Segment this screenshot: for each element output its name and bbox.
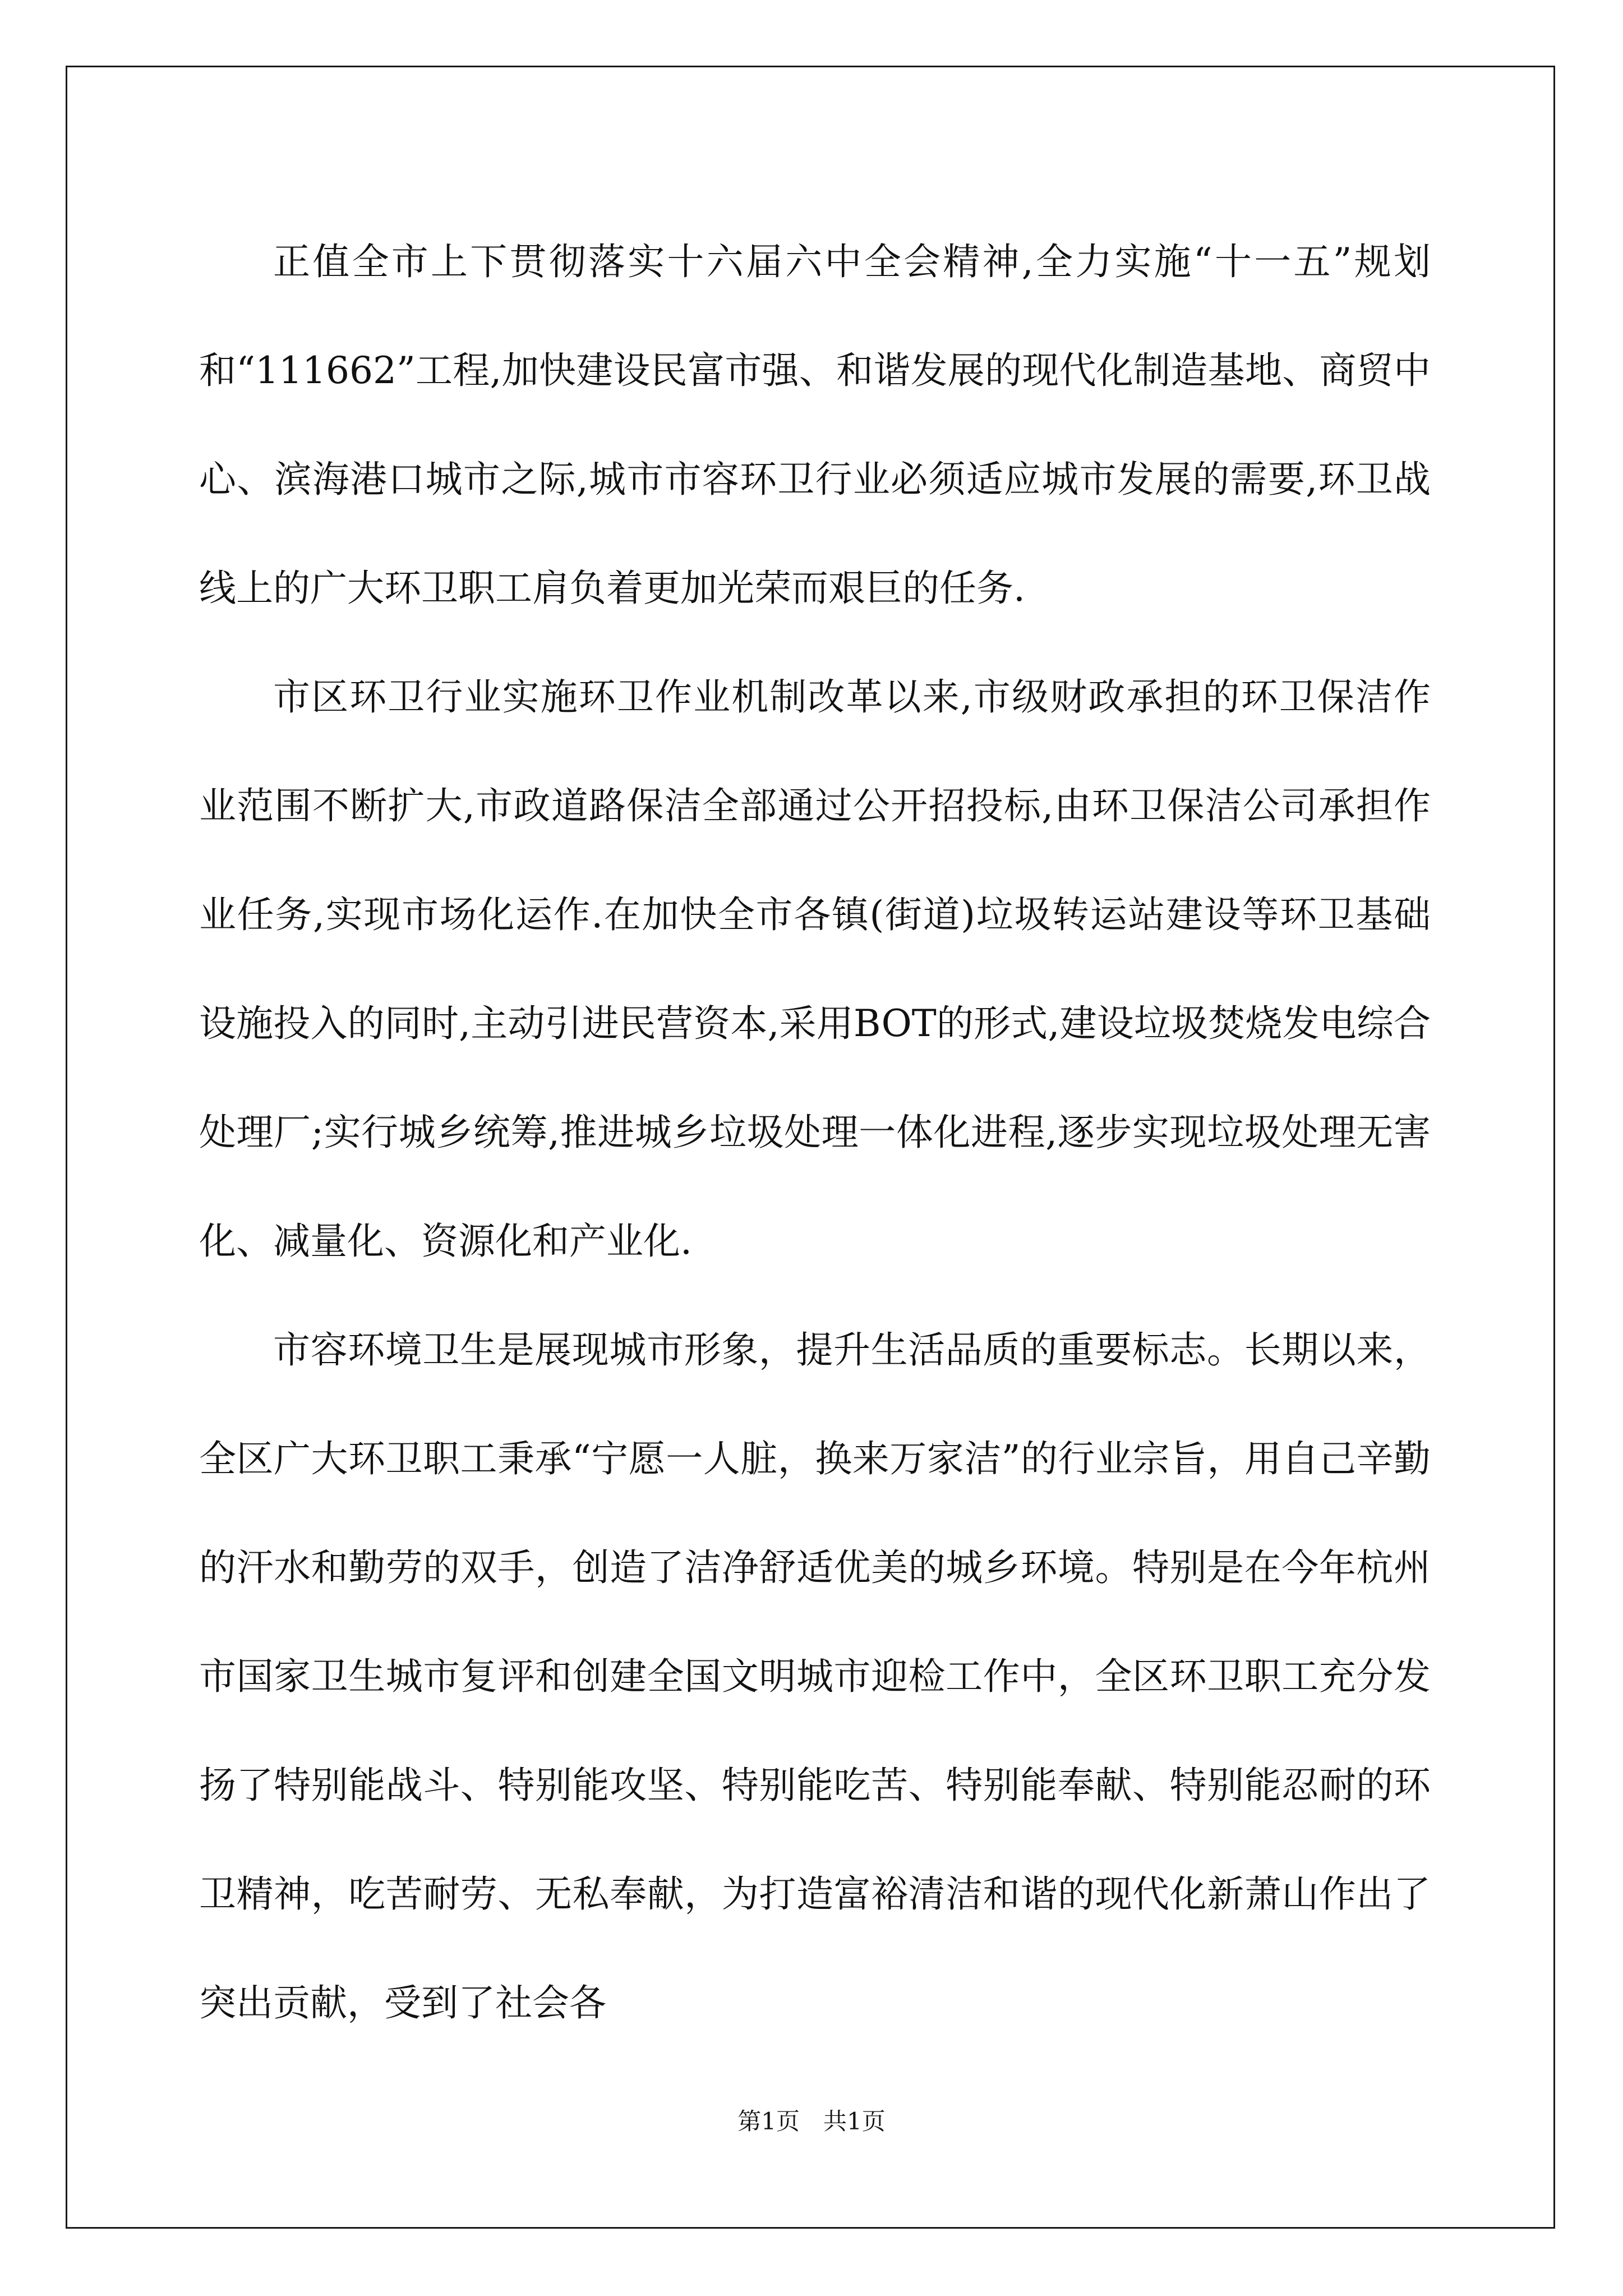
- page-number-footer: 第1页 共1页: [737, 2108, 886, 2135]
- paragraph-3: 市容环境卫生是展现城市形象，提升生活品质的重要标志。长期以来，全区广大环卫职工秉承“宁愿一人脏，换来万家洁”的行业宗旨，用自己辛勤的汗水和勤劳的双手，创造了洁净舒适优美的城乡环境。特别是在今年杭州市国家卫生城市复评和创建全国文明城市迎检工作中，全区环卫职工充分发扬了特别能战斗、特别能攻坚、特别能吃苦、特别能奉献、特别能忍耐的环卫精神，吃苦耐劳、无私奉献，为打造富裕清洁和谐的现代化新萧山作出了突出贡献，受到了社会各: [199, 1328, 1431, 2024]
- paragraph-1: 正值全市上下贯彻落实十六届六中全会精神,全力实施“十一五”规划和“111662”工程,加快建设民富市强、和谐发展的现代化制造基地、商贸中心、滨海港口城市之际,城市市容环卫行业必须适应城市发展的需要,环卫战线上的广大环卫职工肩负着更加光荣而艰巨的任务.: [199, 240, 1431, 610]
- document-body: [199, 208, 1431, 2058]
- paragraph-2: 市区环卫行业实施环卫作业机制改革以来,市级财政承担的环卫保洁作业范围不断扩大,市政道路保洁全部通过公开招投标,由环卫保洁公司承担作业任务,实现市场化运作.在加快全市各镇(街道)垃圾转运站建设等环卫基础设施投入的同时,主动引进民营资本,采用BOT的形式,建设垃圾焚烧发电综合处理厂;实行城乡统筹,推进城乡垃圾处理一体化进程,逐步实现垃圾处理无害化、减量化、资源化和产业化.: [199, 675, 1431, 1263]
